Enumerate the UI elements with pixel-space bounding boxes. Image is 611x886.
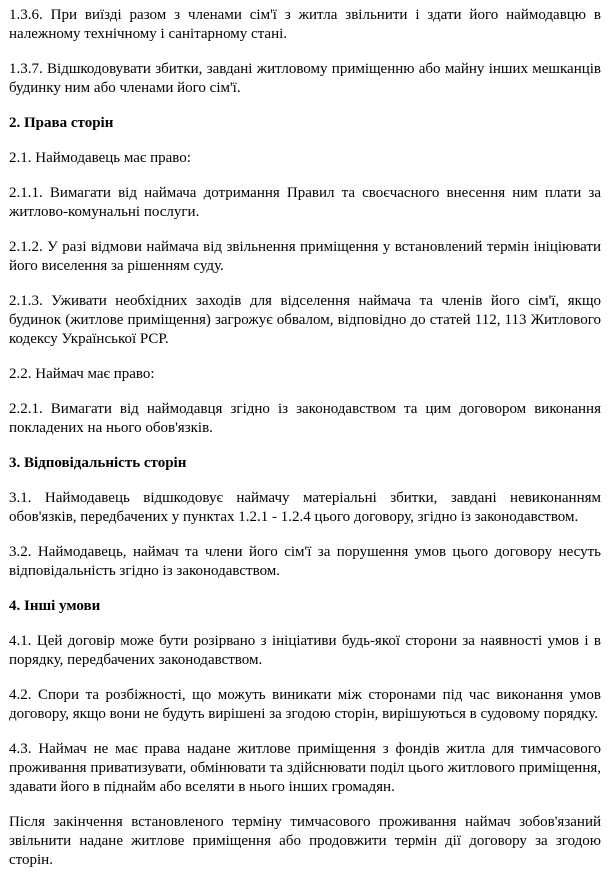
paragraph-2-1: 2.1. Наймодавець має право: [9, 150, 191, 166]
paragraph-after-term: Після закінчення встановленого терміну тимчасового проживання наймач зобов'язаний звільнити надане житлове приміщення або продовжити термін дії договору за згодою сторін. [9, 814, 601, 868]
paragraph-4-2: 4.2. Спори та розбіжності, що можуть виникати між сторонами під час виконання умов договору, якщо вони не будуть вирішені за згодою сторін, вирішуються в судовому порядку. [9, 687, 601, 722]
paragraph-4-3: 4.3. Наймач не має права надане житлове приміщення з фондів житла для тимчасового проживання приватизувати, обмінювати та здійснювати поділ цього житлового приміщення, здавати його в піднайм або вселяти в нього інших громадян. [9, 741, 601, 795]
paragraph-3-1: 3.1. Наймодавець відшкодовує наймачу матеріальні збитки, завдані невиконанням обов'язків, передбачених у пунктах 1.2.1 - 1.2.4 цього договору, згідно із законодавством. [9, 490, 601, 525]
paragraph-2-1-2: 2.1.2. У разі відмови наймача від звільнення приміщення у встановлений термін ініціювати його виселення за рішенням суду. [9, 239, 601, 274]
paragraph-2-2: 2.2. Наймач має право: [9, 366, 155, 382]
paragraph-1-3-7: 1.3.7. Відшкодовувати збитки, завдані житловому приміщенню або майну інших мешканців будинку ним або членами його сім'ї. [9, 61, 601, 96]
paragraph-2-1-3: 2.1.3. Уживати необхідних заходів для відселення наймача та членів його сім'ї, якщо будинок (житлове приміщення) загрожує обвалом, відповідно до статей 112, 113 Житлового кодексу Української РСР. [9, 293, 601, 347]
paragraph-1-3-6: 1.3.6. При виїзді разом з членами сім'ї з житла звільнити і здати його наймодавцю в належному технічному і санітарному стані. [9, 7, 601, 42]
section-heading-4: 4. Інші умови [9, 598, 101, 614]
paragraph-2-2-1: 2.2.1. Вимагати від наймодавця згідно із законодавством та цим договором виконання покладених на нього обов'язків. [9, 401, 601, 436]
paragraph-2-1-1: 2.1.1. Вимагати від наймача дотримання Правил та своєчасного внесення ним плати за житлово-комунальні послуги. [9, 185, 601, 220]
document-page [9, 6, 601, 886]
section-heading-3: 3. Відповідальність сторін [9, 455, 187, 471]
section-heading-2: 2. Права сторін [9, 115, 114, 131]
paragraph-4-1: 4.1. Цей договір може бути розірвано з ініціативи будь-якої сторони за наявності умов і в порядку, передбачених законодавством. [9, 633, 601, 668]
paragraph-3-2: 3.2. Наймодавець, наймач та члени його сім'ї за порушення умов цього договору несуть відповідальність згідно із законодавством. [9, 544, 601, 579]
